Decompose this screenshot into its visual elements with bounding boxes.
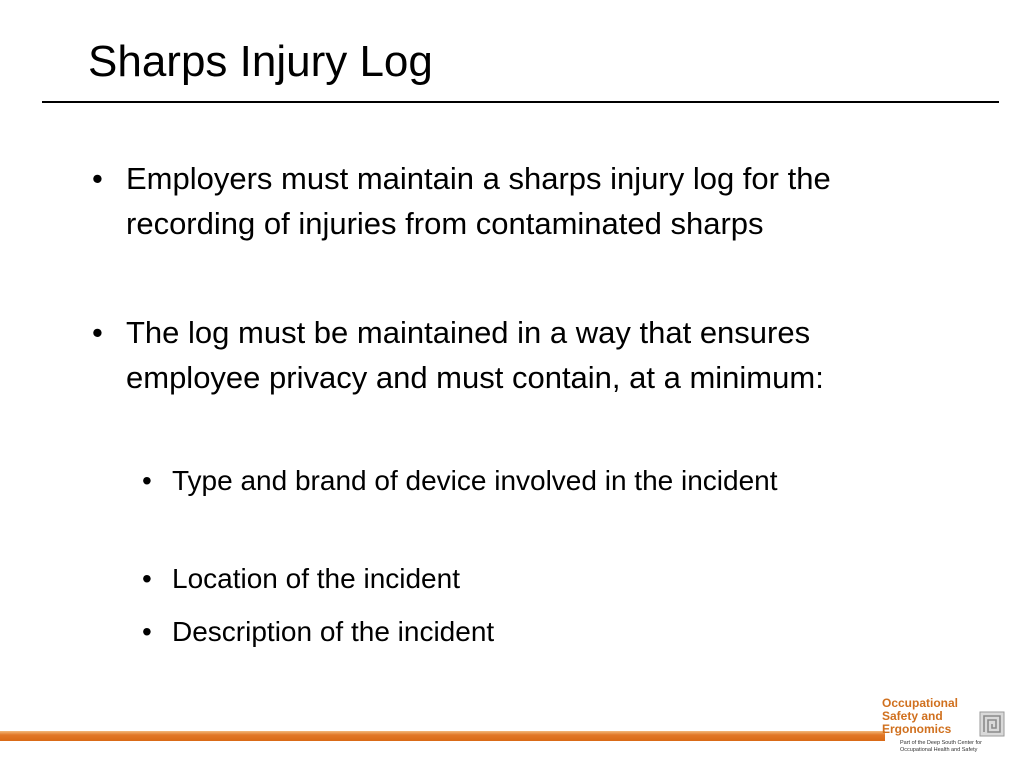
bullet-glyph: • [142,563,152,594]
ose-logo [882,697,1008,759]
bullet-glyph: • [142,465,152,496]
bullet-glyph: • [142,616,152,647]
logo-title: Occupational Safety and Ergonomics [882,696,959,736]
bullet-item [92,156,926,246]
sub-bullet-item [142,611,872,652]
bullet-glyph: • [92,161,103,196]
footer-accent-bar [0,731,885,741]
logo-subtitle: Part of the Deep South Center for Occupational Health and Safety [900,740,982,753]
sub-bullet-text: Type and brand of device involved in the incident [172,465,778,496]
sub-bullet-item [142,460,872,501]
title-divider [42,101,999,103]
bullet-text: The log must be maintained in a way that ensures employee privacy and must contain, at a minimum: [126,315,824,395]
sub-bullet-text: Location of the incident [172,563,460,594]
sub-bullet-item [142,558,872,599]
bullet-text: Employers must maintain a sharps injury log for the recording of injuries from contaminated sharps [126,161,831,241]
bullet-item [92,310,926,400]
bullet-glyph: • [92,315,103,350]
square-spiral-icon [979,711,1005,737]
slide-title: Sharps Injury Log [88,37,433,86]
sub-bullet-text: Description of the incident [172,616,495,647]
